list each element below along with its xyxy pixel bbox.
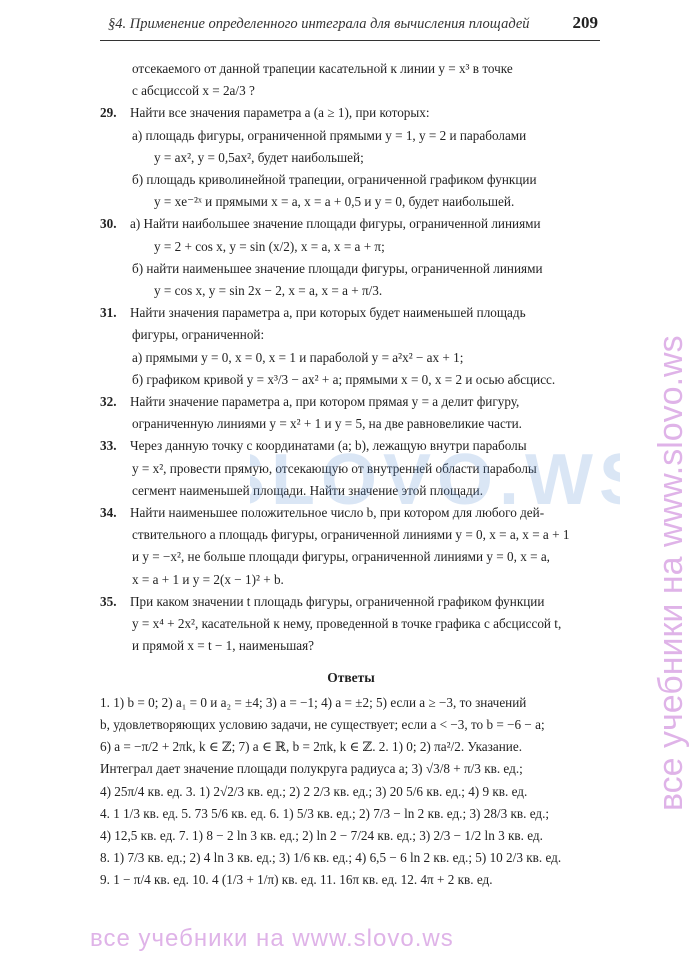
text-line [100,191,602,213]
line-text: б) найти наименьшее значение площади фигуры, ограниченной линиями [132,260,543,276]
line-text: а) Найти наибольшее значение площади фигуры, ограниченной линиями [130,216,541,232]
answer-line: 4. 1 1/3 кв. ед. 5. 73 5/6 кв. ед. 6. 1) 5/3 кв. ед.; 2) 7/3 − ln 2 кв. ед.; 3) 28/3 кв. ед.; [100,805,550,821]
line-text: y = cos x, y = sin 2x − 2, x = a, x = a + π/3. [154,283,383,299]
line-text: y = x², провести прямую, отсекающую от внутренней области параболы [132,460,537,476]
center-watermark [250,442,620,522]
answer-line: Интеграл дает значение площади полукруга радиуса a; 3) √3/8 + π/3 кв. ед.; [100,761,523,777]
answer-line: 9. 1 − π/4 кв. ед. 10. 4 (1/3 + 1/π) кв. ед. 11. 16π кв. ед. 12. 4π + 2 кв. ед. [100,872,493,888]
line-text: Найти значение параметра a, при котором прямая y = a делит фигуру, [130,394,520,410]
problem-line [100,391,602,413]
problem-number: 32. [100,394,117,410]
text-line [100,635,602,657]
answer-line: 6) a = −π/2 + 2πk, k ∈ ℤ; 7) a ∈ ℝ, b = 2πk, k ∈ ℤ. 2. 1) 0; 2) πa²/2. Указание. [100,739,522,755]
text-line [100,569,602,591]
text-line [100,169,602,191]
line-text: а) площадь фигуры, ограниченной прямыми y = 1, y = 2 и параболами [132,127,527,143]
text-line [100,58,602,80]
text-line [100,324,602,346]
problem-line [100,302,602,324]
page-header [100,10,600,41]
line-text: б) площадь криволинейной трапеции, ограниченной графиком функции [132,172,537,188]
text-line [100,258,602,280]
text-line [100,80,602,102]
line-text: отсекаемого от данной трапеции касательной к линии y = x³ в точке [132,61,513,76]
problem-line [100,591,602,613]
line-text: Найти значения параметра a, при которых будет наименьшей площадь [130,305,526,321]
center-watermark-text: LOVO.W [271,442,599,520]
answer-line: 4) 25π/4 кв. ед. 3. 1) 2√2/3 кв. ед.; 2) 2 2/3 кв. ед.; 3) 20 5/6 кв. ед.; 4) 9 кв. ед. [100,783,528,799]
bottom-watermark: все учебники на www.slovo.ws [90,925,454,952]
line-text: Найти все значения параметра a (a ≥ 1), при которых: [130,105,430,121]
running-title: §4. Применение определенного интеграла для вычисления площадей [108,16,530,32]
text-line [100,369,602,391]
line-text: y = ax², y = 0,5ax², будет наибольшей; [154,149,364,165]
problem-number: 35. [100,593,117,609]
text-line [100,524,602,546]
text-line [100,347,602,369]
side-watermark [640,135,700,815]
text-line [100,546,602,568]
line-text: сегмент наименьшей площади. Найти значение этой площади. [132,482,484,498]
line-text: Найти наименьшее положительное число b, при котором для любого дей- [130,505,545,521]
side-watermark-text: все учебники на www.slovo.ws [652,335,690,811]
text-line [100,125,602,147]
line-text: а) прямыми y = 0, x = 0, x = 1 и параболой y = a²x² − ax + 1; [132,349,464,365]
line-text: с абсциссой x = 2a/3 ? [132,83,255,99]
problem-number: 29. [100,105,117,121]
problem-number: 34. [100,505,117,521]
line-text: и прямой x = t − 1, наименьшая? [132,638,315,654]
answer-line: b, удовлетворяющих условию задачи, не существует; если a < −3, то b = −6 − a; [100,716,545,732]
line-text: б) графиком кривой y = x³/3 − ax² + a; прямыми x = 0, x = 2 и осью абсцисс. [132,371,556,387]
line-text: ограниченную линиями y = x² + 1 и y = 5, на две равновеликие части. [132,416,522,432]
text-line [100,236,602,258]
line-text: Через данную точку с координатами (a; b), лежащую внутри параболы [130,438,527,454]
answer-line: 4) 12,5 кв. ед. 7. 1) 8 − 2 ln 3 кв. ед.; 2) ln 2 − 7/24 кв. ед.; 3) 2/3 − 1/2 ln 3 кв. ед. [100,827,543,843]
line-text: При каком значении t площадь фигуры, ограниченной графиком функции [130,593,545,609]
text-line [100,280,602,302]
problem-line [100,102,602,124]
problem-number: 31. [100,305,117,321]
line-text: y = 2 + cos x, y = sin (x/2), x = a, x = a + π; [154,238,385,254]
line-text: фигуры, ограниченной: [132,327,265,343]
problem-number: 33. [100,438,117,454]
line-text: и y = −x², не больше площади фигуры, ограниченной линиями y = 0, x = a, [132,549,550,565]
answer-line: 8. 1) 7/3 кв. ед.; 2) 4 ln 3 кв. ед.; 3) 1/6 кв. ед.; 4) 6,5 − 6 ln 2 кв. ед.; 5) 10 2/3 кв. ед. [100,850,562,866]
text-line [100,147,602,169]
line-text: x = a + 1 и y = 2(x − 1)² + b. [132,571,284,587]
text-line [100,413,602,435]
answer-line: 1. 1) b = 0; 2) a₁ = 0 и a₂ = ±4; 3) a = −1; 4) a = ±2; 5) если a ≥ −3, то значений [100,694,527,710]
line-text: y = xe⁻²ˣ и прямыми x = a, x = a + 0,5 и y = 0, будет наибольшей. [154,194,515,210]
text-line [100,613,602,635]
problem-line [100,213,602,235]
problem-number: 30. [100,216,117,232]
page-number: 209 [572,13,598,32]
answers-heading: Ответы [327,670,375,686]
line-text: ствительного a площадь фигуры, ограниченной линиями y = 0, x = a, x = a + 1 [132,527,570,543]
line-text: y = x⁴ + 2x², касательной к нему, проведенной в точке графика с абсциссой t, [132,616,562,632]
